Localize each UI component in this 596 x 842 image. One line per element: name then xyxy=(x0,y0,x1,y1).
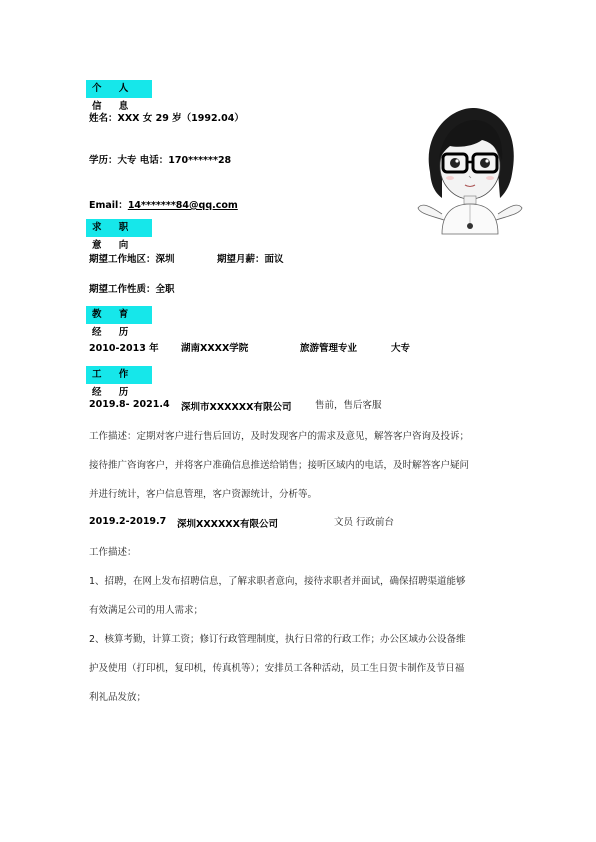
education-period: 2010-2013 年 xyxy=(89,343,159,354)
cartoon-girl-with-glasses-avatar-icon xyxy=(412,102,528,236)
email-link[interactable]: 14*******84@qq.com xyxy=(127,200,238,211)
email-label: Email： xyxy=(89,200,128,211)
job-1-company: 深圳市XXXXXX有限公司 xyxy=(181,402,292,413)
job-1-desc-line-1: 工作描述：定期对客户进行售后回访，及时发现客户的需求及意见，解答客户咨询及投诉； xyxy=(89,431,470,442)
job-1-position: 售前，售后客服 xyxy=(315,400,382,411)
job-2-desc-line-4: 2、核算考勤，计算工资；修订行政管理制度，执行日常的行政工作；办公区域办公设备维 xyxy=(89,634,466,645)
job-1-period: 2019.8- 2021.4 xyxy=(89,399,170,410)
job-2-desc-line-2: 1、招聘，在网上发布招聘信息，了解求职者意向，接待求职者并面试，确保招聘渠道能够 xyxy=(89,576,466,587)
education-major: 旅游管理专业 xyxy=(300,343,358,354)
education-school: 湖南XXXX学院 xyxy=(181,343,249,354)
job-2-period: 2019.2-2019.7 xyxy=(89,516,167,527)
section-heading-work-experience: 工 作 经 历 xyxy=(86,366,152,384)
job-2-desc-line-5: 护及使用（打印机，复印机，传真机等）；安排员工各种活动，员工生日贺卡制作及节日福 xyxy=(89,663,465,674)
education-phone: 学历：大专 电话：170******28 xyxy=(89,155,232,166)
job-2-desc-line-6: 利礼品发放； xyxy=(89,692,147,703)
expected-region: 期望工作地区：深圳 xyxy=(89,254,175,265)
job-2-position: 文员 行政前台 xyxy=(334,517,395,528)
section-heading-personal-info: 个 人 信 息 xyxy=(86,80,152,98)
avatar-photo xyxy=(412,102,528,236)
job-1-desc-line-3: 并进行统计，客户信息管理，客户资源统计，分析等。 xyxy=(89,489,318,500)
expected-job-type: 期望工作性质：全职 xyxy=(89,284,175,295)
job-2-desc-line-3: 有效满足公司的用人需求； xyxy=(89,605,204,616)
name-gender-age: 姓名：XXX 女 29 岁（1992.04） xyxy=(89,113,244,124)
email-row xyxy=(89,193,238,212)
job-1-desc-line-2: 接待推广咨询客户，并将客户准确信息推送给销售；接听区域内的电话，及时解答客户疑问 xyxy=(89,460,470,471)
expected-salary: 期望月薪：面议 xyxy=(217,254,284,265)
job-2-desc-line-1: 工作描述： xyxy=(89,547,137,558)
section-heading-job-intent: 求 职 意 向 xyxy=(86,219,152,237)
section-heading-education: 教 育 经 历 xyxy=(86,306,152,324)
job-2-company: 深圳XXXXXX有限公司 xyxy=(177,519,278,530)
education-degree: 大专 xyxy=(391,343,411,354)
